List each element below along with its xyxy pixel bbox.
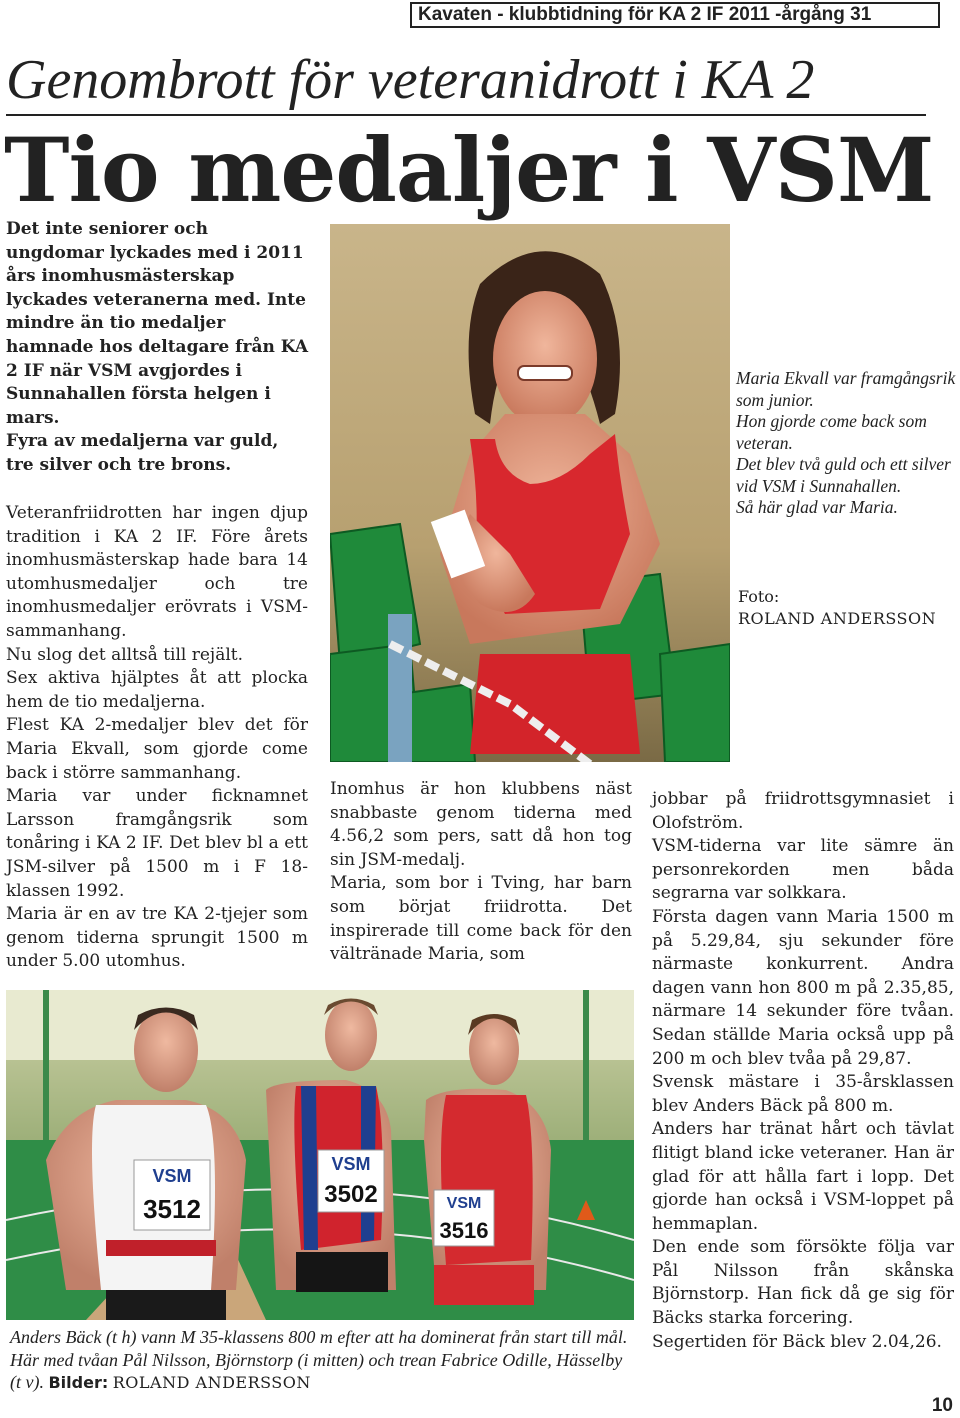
bib-number-middle: 3502 [324,1181,378,1208]
bib-number-right: 3516 [439,1218,489,1243]
paragraph: Svensk mästare i 35-årsklassen blev Anders Bäck på 800 m. [652,1072,954,1116]
kicker-title: Genombrott för veteranidrott i KA 2 [6,48,926,116]
photo-credit [738,586,958,630]
caption-credit-name: ROLAND ANDERSSON [112,1373,311,1392]
photo-caption [736,368,956,519]
paragraph: Sex aktiva hjälptes åt att plocka hem de tio medaljerna. [6,668,308,712]
lead-paragraph [6,218,308,478]
paragraph: Inomhus är hon klubbens näst snabbaste genom tiderna med 4.56,2 som pers, satt då hon tog sin JSM-medalj. [330,779,632,870]
paragraph: Anders har tränat hårt och tävlat flitigt bland icke veteraner. Han är glad för att hålla fart i lopp. Det gjorde han också i VSM-loppet på hemmaplan. [652,1119,954,1234]
article-column-3 [652,788,954,1354]
paragraph: Maria, som bor i Tving, har barn som börjat friidrotta. Det inspirerade till come back för den vältränade Maria, som [330,873,632,965]
lead-text: Det inte seniorer och ungdomar lyckades med i 2011 års inomhusmästerskap lyckades veteranerna med. Inte mindre än tio medaljer hamnade hos deltagare från KA 2 IF när VSM avgjordes i Sunnahallen första helgen i mars. [6,219,309,428]
paragraph: Segertiden för Bäck blev 2.04,26. [652,1331,942,1352]
caption-line: Maria Ekvall var framgångsrik som junior. [736,368,956,410]
paragraph: Den ende som försökte följa var Pål Nilsson från skånska Björnstorp. Han fick då ge sig för Bäcks starka forcering. [652,1237,954,1329]
paragraph: Flest KA 2-medaljer blev det för Maria Ekvall, som gjorde come back i större sammanhang. [6,715,308,783]
bib-brand: VSM [152,1166,192,1186]
paragraph: Veteranfriidrotten har ingen djup tradition i KA 2 IF. Före årets inomhusmästerskap hade bara 14 utomhusmedaljer och tre inomhusmedaljer erövrats i VSM-sammanhang. [6,503,308,641]
article-column-2 [330,778,632,967]
bib-brand: VSM [331,1154,371,1174]
credit-label: Foto: [738,587,780,606]
page-title: Tio medaljer i VSM [4,118,934,222]
lead-text: Fyra av medaljerna var guld, tre silver och tre brons. [6,431,279,475]
paragraph: VSM-tiderna var lite sämre än personrekorden men båda segrarna var solkkara. [652,836,954,904]
caption-text: Anders Bäck (t h) vann M 35-klassens 800 m efter att ha dominerat från start till mål. Här med tvåan Pål Nilsson, Björnstorp (i mitten) och trean Fabrice Odille, Hässelby (t v). [10,1327,628,1392]
photo-maria-ekvall [330,224,730,762]
photo-runners [6,990,634,1320]
paragraph: Maria var under ficknamnet Larsson framgångsrik som tonåring i KA 2 IF. Det blev bl a ett JSM-silver på 1500 m i F 18-klassen 1992. [6,786,308,901]
caption-line: Hon gjorde come back som veteran. [736,411,927,453]
paragraph: jobbar på friidrottsgymnasiet i Olofström. [652,789,954,833]
photo-caption-runners [10,1326,632,1395]
caption-line: Så här glad var Maria. [736,497,898,517]
masthead: Kavaten - klubbtidning för KA 2 IF 2011 -årgång 31 [410,2,940,28]
article-column-1 [6,502,308,974]
bib-brand: VSM [446,1195,482,1212]
caption-line: Det blev två guld och ett silver vid VSM i Sunnahallen. [736,454,951,496]
paragraph: Nu slog det alltså till rejält. [6,644,244,665]
page-number: 10 [931,1395,953,1416]
caption-credit-label: Bilder: [48,1373,109,1392]
paragraph: Första dagen vann Maria 1500 m på 5.29,84, sju sekunder före närmaste konkurrent. Andra dagen vann hon 800 m på 2.35,85, närmare 14 sekunder före tvåan. Sedan ställde Maria också upp på 200 m och blev tvåa på 29,87. [652,906,954,1069]
bib-number-left: 3512 [143,1194,201,1224]
paragraph: Maria är en av tre KA 2-tjejer som genom tiderna sprungit 1500 m under 5.00 utomhus. [6,904,308,972]
credit-name: ROLAND ANDERSSON [738,609,937,628]
